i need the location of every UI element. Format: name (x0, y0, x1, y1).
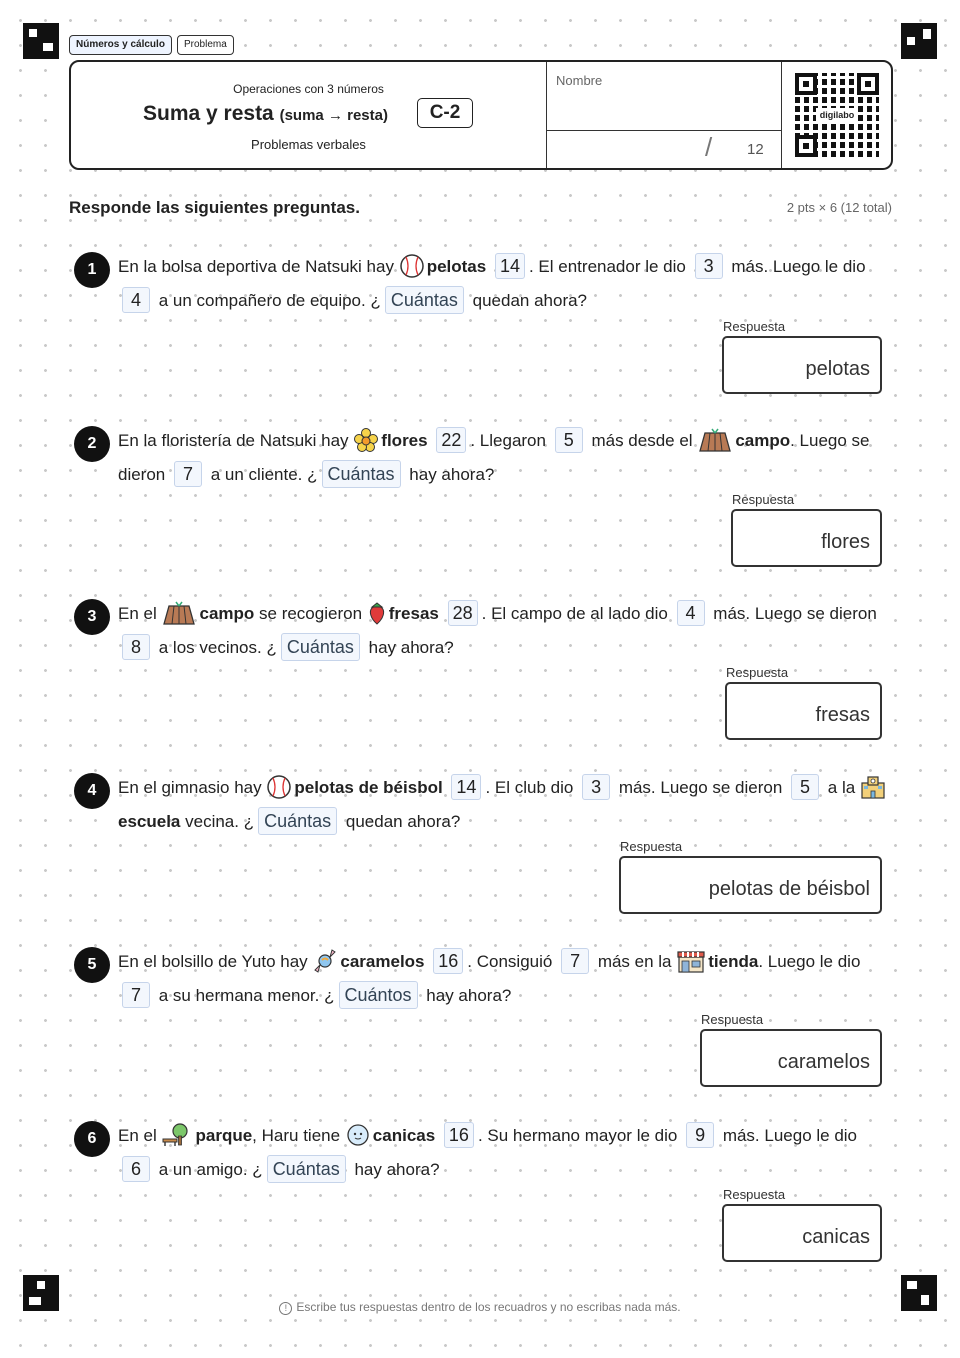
category-tag: Números y cálculo (69, 35, 172, 55)
answer-box[interactable] (700, 1029, 882, 1087)
number-box: 4 (677, 600, 705, 626)
question-number: 1 (74, 252, 110, 288)
worksheet-kind: Problemas verbales (251, 137, 366, 152)
answer-label: Respuesta (726, 665, 789, 680)
answer-unit: canicas (802, 1226, 870, 1248)
info-icon: ! (279, 1302, 292, 1315)
number-box: 9 (686, 1122, 714, 1148)
score-total: 12 (747, 141, 764, 158)
number-box: 3 (695, 253, 723, 279)
question-text: En el parque, Haru tiene canicas 16 . Su hermano mayor le dio 9 más. Luego le dio 6 a un amigo. ¿ Cuántas hay ahora? (118, 1119, 888, 1187)
answer-label: Respuesta (701, 1012, 764, 1027)
score-slash: / (705, 132, 713, 162)
strawberry-icon (367, 600, 387, 626)
answer-label: Respuesta (732, 492, 795, 507)
question-text: En el bolsillo de Yuto hay caramelos 16 . Consiguió 7 más en la tienda. Luego le dio 7 a su hermana menor. ¿ Cuántos hay ahora? (118, 945, 888, 1013)
place-label: campo (735, 431, 791, 450)
answer-label: Respuesta (723, 319, 786, 334)
object-label: canicas (372, 1126, 436, 1145)
title-block (71, 62, 547, 168)
flower-icon (353, 427, 379, 453)
question-number: 4 (74, 773, 110, 809)
question-word: Cuántas (322, 460, 401, 488)
marble-icon (345, 1122, 371, 1148)
number-box: 6 (122, 1156, 150, 1182)
place-label: parque (195, 1126, 253, 1145)
title-parenthetical: (suma → resta) (279, 107, 388, 124)
question-word: Cuántas (385, 286, 464, 314)
question-number: 3 (74, 599, 110, 635)
name-field[interactable] (547, 62, 781, 131)
worksheet-subtitle: Operaciones con 3 números (233, 82, 384, 96)
corner-marker-top-right (901, 23, 937, 59)
question-number: 2 (74, 426, 110, 462)
field-icon (161, 600, 197, 626)
school-icon (860, 774, 886, 800)
answer-box[interactable] (722, 1204, 882, 1262)
number-box: 8 (122, 634, 150, 660)
number-box: 14 (451, 774, 481, 800)
points-info: 2 pts × 6 (12 total) (786, 200, 892, 215)
qr-block (781, 62, 892, 168)
question-text: En el campo se recogieron fresas 28 . El campo de al lado dio 4 más. Luego se dieron 8 a los vecinos. ¿ Cuántas hay ahora? (118, 597, 888, 665)
object-label: fresas (388, 604, 439, 623)
answer-unit: pelotas (805, 358, 870, 380)
name-label: Nombre (556, 73, 603, 88)
answer-label: Respuesta (620, 839, 683, 854)
question-word: Cuántas (258, 807, 337, 835)
answer-box[interactable] (619, 856, 882, 914)
place-label: escuela (118, 812, 181, 831)
answer-box[interactable] (722, 336, 882, 394)
answer-box[interactable] (731, 509, 882, 567)
question-text: En la floristería de Natsuki hay flores 22 . Llegaron 5 más desde el campo. Luego se dieron 7 a un cliente. ¿ Cuántas hay ahora? (118, 424, 888, 492)
number-box: 7 (561, 948, 589, 974)
type-tag: Problema (177, 35, 234, 55)
number-box: 16 (444, 1122, 474, 1148)
footer-note: ! Escribe tus respuestas dentro de los recuadros y no escribas nada más. (0, 1300, 960, 1315)
worksheet-code: C-2 (417, 98, 473, 128)
question-number: 5 (74, 947, 110, 983)
place-label: tienda (708, 952, 759, 971)
object-label: pelotas (426, 257, 487, 276)
candy-icon (312, 948, 338, 974)
question-word: Cuántas (281, 633, 360, 661)
object-label: pelotas de béisbol (294, 778, 443, 797)
number-box: 5 (555, 427, 583, 453)
answer-unit: fresas (815, 704, 870, 726)
question-text: En la bolsa deportiva de Natsuki hay pelotas 14 . El entrenador le dio 3 más. Luego le dio 4 a un compañero de equipo. ¿ Cuántas quedan ahora? (118, 250, 888, 318)
place-label: campo (199, 604, 255, 623)
number-box: 3 (582, 774, 610, 800)
instruction-text: Responde las siguientes preguntas. (69, 198, 360, 217)
answer-box[interactable] (725, 682, 882, 740)
baseball-icon (399, 253, 425, 279)
qr-code-icon (795, 73, 879, 157)
number-box: 28 (448, 600, 478, 626)
worksheet-title: Suma y resta (suma → resta) (143, 102, 388, 125)
number-box: 14 (495, 253, 525, 279)
question-word: Cuántos (339, 981, 418, 1009)
number-box: 22 (436, 427, 466, 453)
corner-marker-top-left (23, 23, 59, 59)
object-label: flores (381, 431, 428, 450)
number-box: 7 (122, 982, 150, 1008)
object-label: caramelos (340, 952, 425, 971)
baseball-icon (266, 774, 292, 800)
park-icon (161, 1122, 193, 1148)
number-box: 7 (174, 461, 202, 487)
answer-unit: flores (821, 531, 870, 553)
question-word: Cuántas (267, 1155, 346, 1183)
number-box: 16 (433, 948, 463, 974)
question-number: 6 (74, 1121, 110, 1157)
answer-unit: caramelos (777, 1051, 870, 1073)
number-box: 4 (122, 287, 150, 313)
field-icon (697, 427, 733, 453)
qr-logo: digilabo (816, 108, 858, 122)
score-field[interactable] (547, 130, 781, 168)
answer-unit: pelotas de béisbol (708, 878, 870, 900)
number-box: 5 (791, 774, 819, 800)
question-text: En el gimnasio hay pelotas de béisbol 14 . El club dio 3 más. Luego se dieron 5 a la escuela vecina. ¿ Cuántas quedan ahora? (118, 771, 888, 839)
shop-icon (676, 948, 706, 974)
answer-label: Respuesta (723, 1187, 786, 1202)
worksheet-header (69, 60, 893, 170)
